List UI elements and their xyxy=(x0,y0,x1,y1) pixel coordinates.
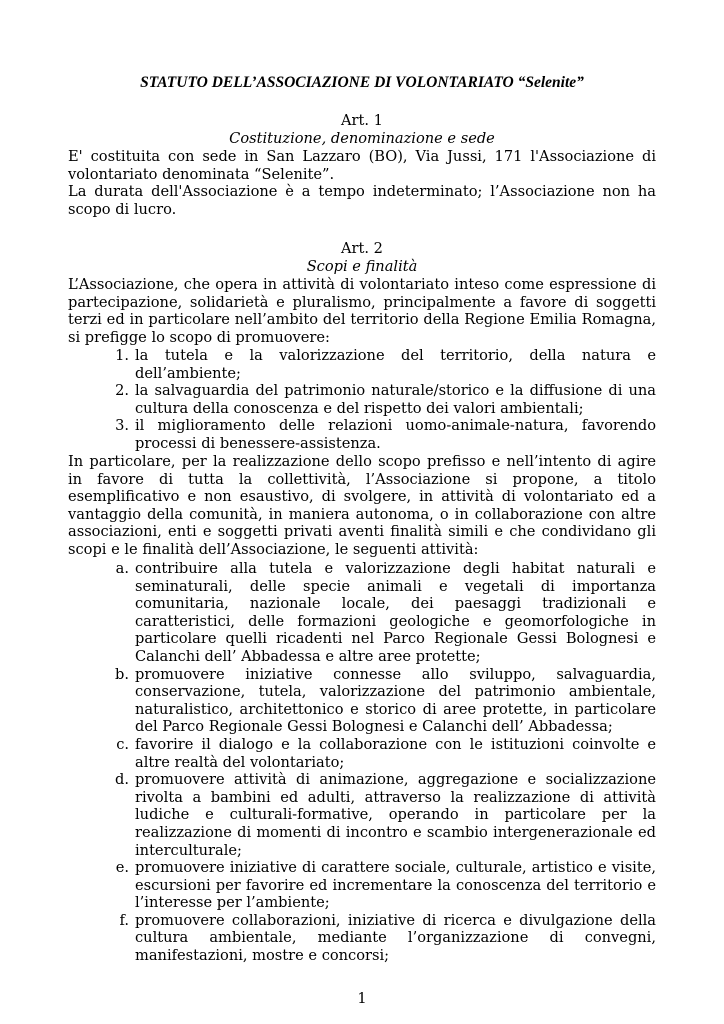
list-item xyxy=(115,417,656,452)
article-1-paragraph-2: La durata dell'Associazione è a tempo indeterminato; l’Associazione non ha scopo di lucro. xyxy=(68,183,656,218)
list-item-text: promuovere attività di animazione, aggregazione e socializzazione rivolta a bambini ed adulti, attraverso la realizzazione di attività ludiche e culturali-formative, operando in particolare per la realizzazione di momenti di incontro e scambio intergenerazionale ed interculturale; xyxy=(135,771,656,859)
page-number: 1 xyxy=(357,990,367,1007)
list-marker: 1. xyxy=(115,347,129,364)
list-marker: c. xyxy=(116,735,129,753)
activities-list xyxy=(115,560,656,965)
list-item xyxy=(115,771,656,859)
article-2-intro xyxy=(68,276,656,346)
document-title: STATUTO DELL’ASSOCIAZIONE DI VOLONTARIATO “Selenite” xyxy=(140,74,584,91)
list-item-text: contribuire alla tutela e valorizzazione degli habitat naturali e seminaturali, delle specie animali e vegetali di importanza comunitaria, nazionale locale, dei paesaggi tradizionali e caratteristici, delle formazioni geologiche e geomorfologiche in particolare quelli ricadenti nel Parco Regionale Gessi Bolognesi e Calanchi dell’ Abbadessa e altre aree protette; xyxy=(135,560,656,665)
list-item xyxy=(115,347,656,382)
list-marker: f. xyxy=(119,911,129,929)
list-item-text: la salvaguardia del patrimonio naturale/storico e la diffusione di una cultura della conoscenza e del rispetto dei valori ambientali; xyxy=(135,382,656,417)
article-1-body xyxy=(68,148,656,218)
article-2-subtitle: Scopi e finalità xyxy=(306,258,418,275)
list-item xyxy=(119,911,656,965)
article-2-number: Art. 2 xyxy=(341,240,383,257)
article-1-number: Art. 1 xyxy=(341,112,383,129)
list-marker: d. xyxy=(115,771,129,789)
list-item xyxy=(115,665,656,736)
list-item xyxy=(115,560,656,666)
article-2-paragraph-2: In particolare, per la realizzazione dello scopo prefisso e nell’intento di agire in favore di tutta la collettività, l’Associazione si propone, a titolo esemplificativo e non esaustivo, di svolgere, in attività di volontariato ed a vantaggio della comunità, in maniera autonoma, o in collaborazione con altre associazioni, enti e soggetti privati aventi finalità simili e che condividano gli scopi e le finalità dell’Associazione, le seguenti attività: xyxy=(68,453,656,558)
list-item-text: il miglioramento delle relazioni uomo-animale-natura, favorendo processi di benessere-assistenza. xyxy=(135,417,656,452)
list-item-text: promuovere iniziative di carattere sociale, culturale, artistico e visite, escursioni per favorire ed incrementare la conoscenza del territorio e l’interesse per l’ambiente; xyxy=(135,859,656,912)
list-marker: 2. xyxy=(115,382,129,400)
article-2-intro-text: L’Associazione, che opera in attività di volontariato inteso come espressione di partecipazione, solidarietà e pluralismo, principalmente a favore di soggetti terzi ed in particolare nell’ambito del territorio della Regione Emilia Romagna, si prefigge lo scopo di promuovere: xyxy=(68,276,656,346)
list-item-text: promuovere collaborazioni, iniziative di ricerca e divulgazione della cultura ambientale, mediante l’organizzazione di convegni, manifestazioni, mostre e concorsi; xyxy=(135,911,656,965)
article-2-activities-intro xyxy=(68,453,656,559)
list-item xyxy=(116,735,656,771)
list-item xyxy=(115,859,656,912)
list-marker: e. xyxy=(115,859,129,877)
purposes-list xyxy=(115,347,656,453)
article-1-subtitle: Costituzione, denominazione e sede xyxy=(229,130,495,147)
list-item xyxy=(115,382,656,417)
list-marker: a. xyxy=(115,560,129,577)
list-marker: 3. xyxy=(115,417,129,435)
list-marker: b. xyxy=(115,665,129,683)
list-item-text: promuovere iniziative connesse allo sviluppo, salvaguardia, conservazione, tutela, valorizzazione del patrimonio ambientale, naturalistico, architettonico e storico di aree protette, in particolare del Parco Regionale Gessi Bolognesi e Calanchi dell’ Abbadessa; xyxy=(135,665,656,736)
article-1-paragraph-1: E' costituita con sede in San Lazzaro (BO), Via Jussi, 171 l'Associazione di volontariato denominata “Selenite”. xyxy=(68,148,656,183)
list-item-text: favorire il dialogo e la collaborazione con le istituzioni coinvolte e altre realtà del volontariato; xyxy=(135,735,656,771)
list-item-text: la tutela e la valorizzazione del territorio, della natura e dell’ambiente; xyxy=(135,347,656,382)
